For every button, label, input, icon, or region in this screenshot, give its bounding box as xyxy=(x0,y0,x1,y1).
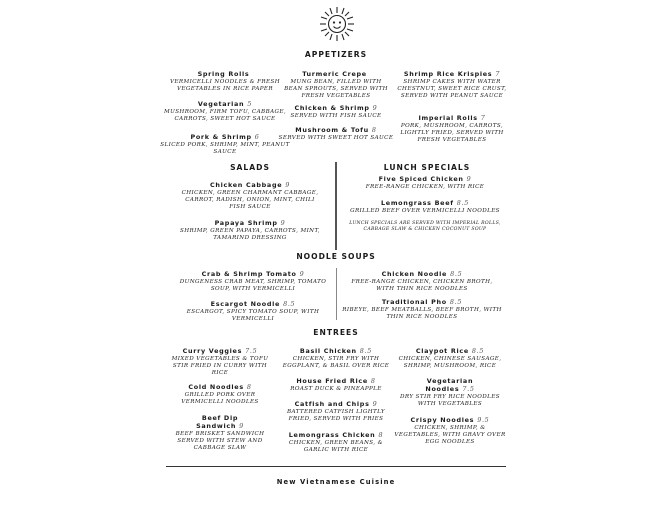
item-price: 7.5 xyxy=(245,347,258,355)
footer-tagline: New Vietnamese Cuisine xyxy=(276,478,396,486)
menu-item xyxy=(160,100,290,123)
item-name: Pork & Shrimp xyxy=(190,133,252,141)
item-price: 8 xyxy=(378,431,384,439)
item-price: 9 xyxy=(372,104,378,112)
item-description: PORK, MUSHROOM, CARROTS, LIGHTLY FRIED, SERVED WITH FRESH VEGETABLES xyxy=(400,123,504,143)
item-price: 8.5 xyxy=(449,298,463,306)
menu-item xyxy=(345,175,505,191)
item-price: 9 xyxy=(372,400,378,408)
menu-item xyxy=(394,114,510,143)
item-price: 8.5 xyxy=(471,347,485,355)
section-title-noodle-soups: NOODLE SOUPS xyxy=(296,252,376,261)
item-description: BEEF BRISKET SANDWICH SERVED WITH STEW AND CABBAGE SLAW xyxy=(175,431,265,451)
item-name: Chicken Noodle xyxy=(381,270,448,278)
item-description: FREE-RANGE CHICKEN, CHICKEN BROTH, WITH THIN RICE NOODLES xyxy=(351,279,493,292)
item-name: Chicken & Shrimp xyxy=(294,104,370,112)
item-name: Papaya Shrimp xyxy=(214,219,278,227)
item-price: 8.5 xyxy=(359,347,373,355)
item-description: SHRIMP, GREEN PAPAYA, CARROTS, MINT, TAMARIND DRESSING xyxy=(180,228,320,241)
item-description: SERVED WITH FISH SAUCE xyxy=(290,113,382,119)
item-price: 8.5 xyxy=(450,270,463,278)
menu-item xyxy=(342,270,502,293)
item-description: VERMICELLI NOODLES & FRESH VEGETABLES IN RICE PAPER xyxy=(169,79,281,92)
item-name: Imperial Rolls xyxy=(418,114,478,122)
item-name: Claypot Rice xyxy=(415,347,469,355)
menu-item xyxy=(280,377,392,393)
footer-divider xyxy=(166,466,506,467)
lunch-specials-note: LUNCH SPECIALS ARE SERVED WITH IMPERIAL ROLLS, CABBAGE SLAW & CHICKEN COCONUT SOUP xyxy=(349,221,501,232)
item-name: Basil Chicken xyxy=(299,347,357,355)
item-name: Curry Veggies xyxy=(182,347,243,355)
item-price: 9 xyxy=(280,219,286,227)
menu-item xyxy=(400,377,500,408)
item-price: 9 xyxy=(285,181,291,189)
item-price: 9.5 xyxy=(477,416,490,424)
item-price: 8 xyxy=(371,126,377,134)
item-name: Lemongrass Beef xyxy=(381,199,454,207)
item-name: Five Spiced Chicken xyxy=(378,175,464,183)
item-price: 6 xyxy=(254,133,260,141)
item-name: Shrimp Rice Krispies xyxy=(403,70,493,78)
menu-item xyxy=(394,416,506,445)
item-description: MIXED VEGETABLES & TOFU STIR FRIED IN CURRY WITH RICE xyxy=(171,356,269,376)
item-description: SLICED PORK, SHRIMP, MINT, PEANUT SAUCE xyxy=(160,142,290,155)
item-description: DUNGENESS CRAB MEAT, SHRIMP, TOMATO SOUP, WITH VERMICELLI xyxy=(179,279,327,292)
item-name: Traditional Pho xyxy=(381,298,447,306)
menu-item xyxy=(178,270,328,293)
item-description: RIBEYE, BEEF MEATBALLS, BEEF BROTH, WITH THIN RICE NOODLES xyxy=(342,307,502,320)
item-name: Escargot Noodle xyxy=(210,300,281,308)
item-description: CHICKEN, CHINESE SAUSAGE, SHRIMP, MUSHROOM, RICE xyxy=(398,356,502,369)
item-name: House Fried Rice xyxy=(296,377,368,385)
item-description: GRILLED BEEF OVER VERMICELLI NOODLES xyxy=(350,208,500,214)
item-price: 7 xyxy=(480,114,486,122)
menu-item xyxy=(176,219,324,242)
item-price: 8.5 xyxy=(283,300,296,308)
item-name: Catfish and Chips xyxy=(294,400,370,408)
menu-item xyxy=(160,70,290,93)
item-description: MUSHROOM, FIRM TOFU, CABBAGE, CARROTS, SWEET HOT SAUCE xyxy=(163,109,287,122)
item-name: Crab & Shrimp Tomato xyxy=(201,270,297,278)
menu-item xyxy=(176,181,324,210)
sun-face-icon xyxy=(319,6,355,42)
item-description: SHRIMP CAKES WITH WATER CHESTNUT, SWEET RICE CRUST, SERVED WITH PEANUT SAUCE xyxy=(397,79,507,99)
item-price: 8 xyxy=(370,377,376,385)
item-description: DRY STIR FRY RICE NOODLES WITH VEGETABLES xyxy=(400,394,500,407)
item-price: 7.5 xyxy=(462,385,475,393)
item-price: 8 xyxy=(246,383,252,391)
menu-item xyxy=(164,347,276,376)
item-price: 8.5 xyxy=(456,199,469,207)
menu-item xyxy=(276,104,396,120)
item-name: Spring Rolls xyxy=(197,70,250,78)
item-description: CHICKEN, GREEN CHARMANT CABBAGE, CARROT, RADISH, ONION, MINT, CHILI FISH SAUCE xyxy=(181,190,319,210)
menu-item xyxy=(180,300,326,323)
menu-item xyxy=(280,400,392,423)
item-name: Crispy Noodles xyxy=(410,416,475,424)
menu-item xyxy=(280,347,392,370)
item-price: 7 xyxy=(495,70,501,78)
item-description: ESCARGOT, SPICY TOMATO SOUP, WITH VERMICELLI xyxy=(186,309,320,322)
menu-item xyxy=(175,414,265,451)
item-name: Mushroom & Tofu xyxy=(295,126,369,134)
menu-item xyxy=(160,133,290,156)
item-name: Cold Noodles xyxy=(188,383,244,391)
item-description: BATTERED CATFISH LIGHTLY FRIED, SERVED WITH FRIES xyxy=(286,409,386,422)
item-description: FREE-RANGE CHICKEN, WITH RICE xyxy=(365,184,485,190)
menu-item xyxy=(276,126,396,142)
menu-item xyxy=(340,199,510,215)
section-title-salads: SALADS xyxy=(230,163,270,172)
item-price: 9 xyxy=(239,422,244,430)
column-divider xyxy=(335,162,337,250)
item-name: Chicken Cabbage xyxy=(209,181,283,189)
item-description: CHICKEN, SHRIMP, & VEGETABLES, WITH GRAVY OVER EGG NOODLES xyxy=(394,425,506,445)
menu-item xyxy=(394,347,506,370)
item-description: MUNG BEAN, FILLED WITH BEAN SPROUTS, SERVED WITH FRESH VEGETABLES xyxy=(284,79,388,99)
item-price: 9 xyxy=(299,270,305,278)
section-title-entrees: ENTREES xyxy=(313,328,359,337)
item-name: Vegetarian Noodles xyxy=(425,377,474,393)
item-name: Beef Dip Sandwich xyxy=(196,414,239,430)
item-price: 5 xyxy=(247,100,253,108)
item-name: Turmeric Crepe xyxy=(302,70,367,78)
column-divider xyxy=(336,268,337,320)
item-description: SERVED WITH SWEET HOT SAUCE xyxy=(278,135,394,141)
item-description: CHICKEN, STIR FRY WITH EGGPLANT, & BASIL OVER RICE xyxy=(282,356,390,369)
item-description: GRILLED PORK OVER VERMICELLI NOODLES xyxy=(181,392,259,405)
item-description: ROAST DUCK & PINEAPPLE xyxy=(290,386,382,392)
menu-item xyxy=(276,431,396,454)
menu-item xyxy=(281,70,391,99)
section-title-lunch-specials: LUNCH SPECIALS xyxy=(383,163,471,172)
menu-item xyxy=(394,70,510,99)
menu-item xyxy=(342,298,502,321)
item-description: CHICKEN, GREEN BEANS, & GARLIC WITH RICE xyxy=(288,440,384,453)
menu-item xyxy=(164,383,276,406)
section-title-appetizers: APPETIZERS xyxy=(304,50,368,59)
item-name: Vegetarian xyxy=(197,100,245,108)
item-price: 9 xyxy=(466,175,472,183)
item-name: Lemongrass Chicken xyxy=(288,431,376,439)
